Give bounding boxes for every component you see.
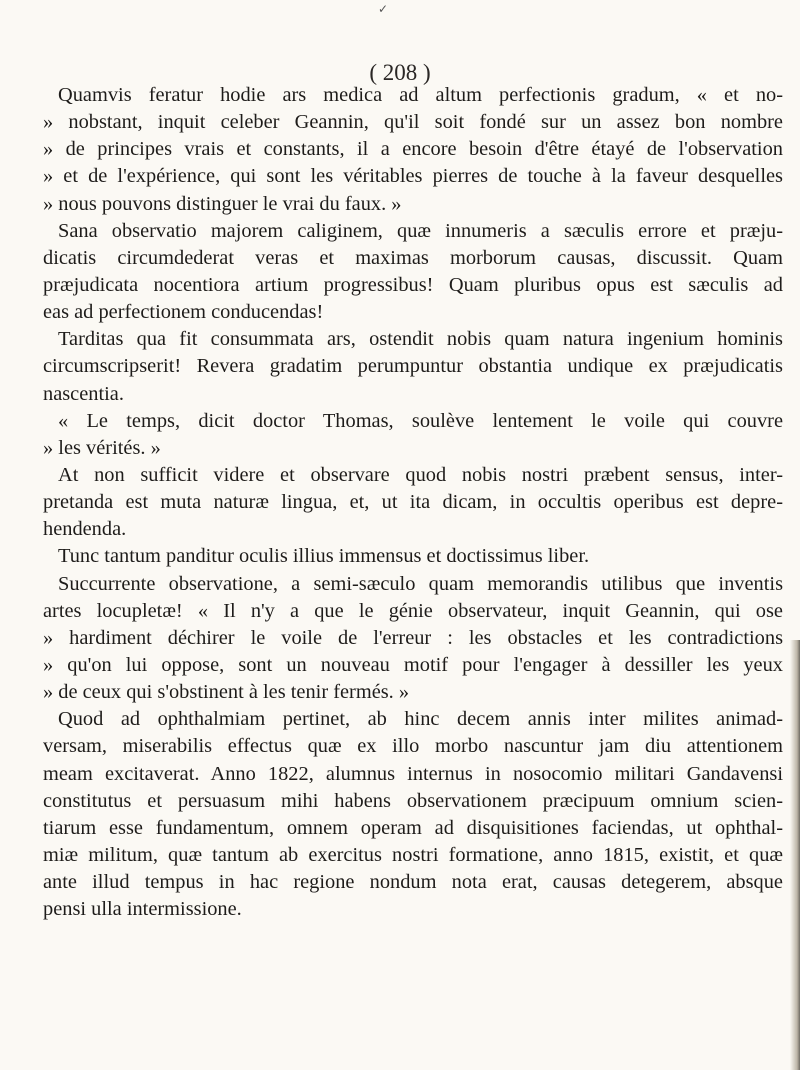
text-line: ante illud tempus in hac regione nondum nota erat, causas detegerem, absque <box>43 871 783 894</box>
text-line: Tarditas qua fit consummata ars, ostendit nobis quam natura ingenium hominis <box>58 328 783 351</box>
text-line: Quamvis feratur hodie ars medica ad altum perfectionis gradum, « et no- <box>58 84 783 106</box>
text-line: » nous pouvons distinguer le vrai du faux. » <box>43 192 402 215</box>
text-line: » et de l'expérience, qui sont les véritables pierres de touche à la faveur desquelles <box>43 165 783 188</box>
text-line: nascentia. <box>43 382 124 405</box>
text-line: miæ militum, quæ tantum ab exercitus nostri formatione, anno 1815, existit, et quæ <box>43 843 783 866</box>
body-text <box>43 82 783 923</box>
text-line: præjudicata nocentiora artium progressibus! Quam pluribus opus est sæculis ad <box>43 273 783 296</box>
text-line: tiarum esse fundamentum, omnem operam ad disquisitiones faciendas, ut ophthal- <box>43 816 783 839</box>
text-line: Quod ad ophthalmiam pertinet, ab hinc decem annis inter milites animad- <box>58 708 783 731</box>
text-line: » hardiment déchirer le voile de l'erreur : les obstacles et les contradictions <box>43 626 783 649</box>
text-line: » de principes vrais et constants, il a encore besoin d'être étayé de l'observation <box>43 138 783 161</box>
text-line: » les vérités. » <box>43 436 161 459</box>
text-line: » nobstant, inquit celeber Geannin, qu'il soit fondé sur un assez bon nombre <box>43 111 783 134</box>
text-line: Sana observatio majorem caliginem, quæ innumeris a sæculis errore et præju- <box>58 219 783 242</box>
text-line: » de ceux qui s'obstinent à les tenir fermés. » <box>43 681 410 704</box>
page-number: ( 208 ) <box>369 60 431 85</box>
text-line: circumscripserit! Revera gradatim perumpuntur obstantia undique ex præjudicatis <box>43 355 783 378</box>
text-line: artes locupletæ! « Il n'y a que le génie observateur, inquit Geannin, qui ose <box>43 599 783 622</box>
text-line: At non sufficit videre et observare quod nobis nostri præbent sensus, inter- <box>58 463 783 486</box>
text-line: Tunc tantum panditur oculis illius immensus et doctissimus liber. <box>58 545 590 568</box>
text-line: versam, miserabilis effectus quæ ex illo morbo nascuntur jam diu attentionem <box>43 735 783 758</box>
text-line: » qu'on lui oppose, sont un nouveau motif pour l'engager à dessiller les yeux <box>43 653 783 676</box>
top-check-mark: ✓ <box>378 2 389 16</box>
text-line: hendenda. <box>43 518 127 541</box>
text-line: pretanda est muta naturæ lingua, et, ut ita dicam, in occultis operibus est depre- <box>43 491 783 514</box>
text-line: Succurrente observatione, a semi-sæculo quam memorandis utilibus que inventis <box>58 572 783 595</box>
text-line: eas ad perfectionem conducendas! <box>43 301 324 324</box>
text-line: dicatis circumdederat veras et maximas morborum causas, discussit. Quam <box>43 246 783 269</box>
text-line: constitutus et persuasum mihi habens observationem præcipuum omnium scien- <box>43 789 783 812</box>
text-line: pensi ulla intermissione. <box>43 898 242 921</box>
text-line: « Le temps, dicit doctor Thomas, soulève lentement le voile qui couvre <box>58 409 783 432</box>
page-edge-shadow <box>790 640 800 1070</box>
text-line: meam excitaverat. Anno 1822, alumnus internus in nosocomio militari Gandavensi <box>43 762 783 785</box>
